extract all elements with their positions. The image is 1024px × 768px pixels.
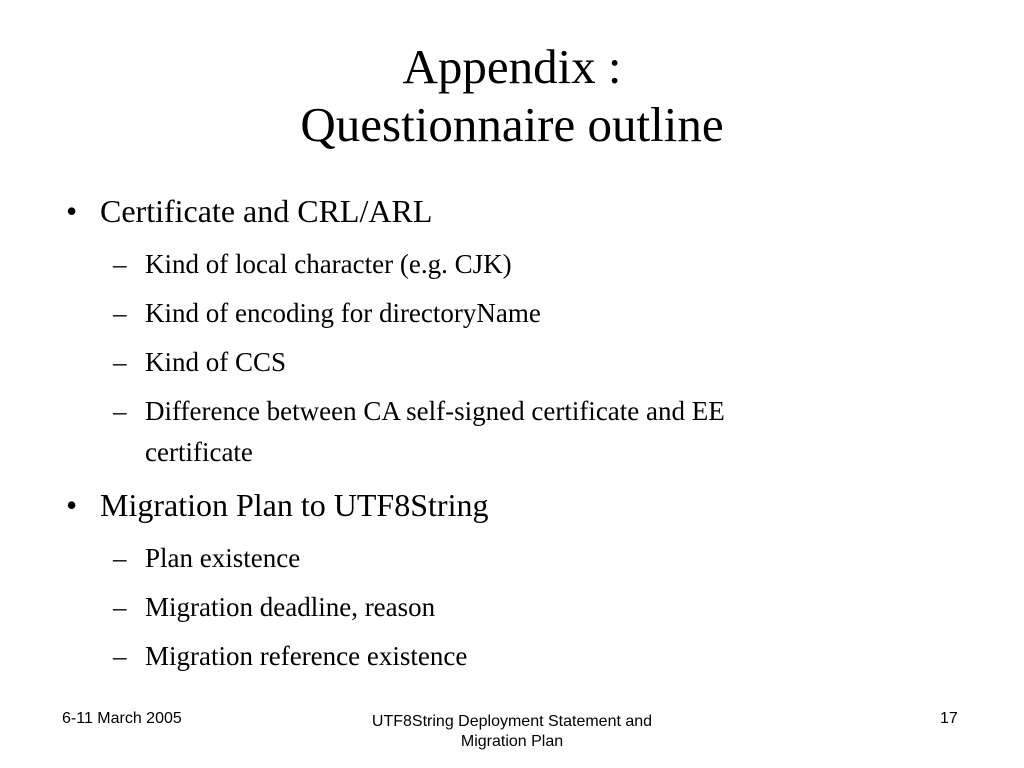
dash-marker: – — [113, 641, 127, 671]
bullet-certificate-crl-arl — [66, 192, 433, 230]
bullet-marker: • — [66, 193, 78, 229]
sub-bullet-text: Kind of CCS — [145, 347, 287, 377]
sub-bullet-plan-existence — [113, 538, 301, 578]
footer-title-line-1: UTF8String Deployment Statement and — [371, 713, 653, 730]
sub-bullet-encoding-directoryname — [113, 293, 541, 333]
page-number: 17 — [940, 710, 958, 727]
sub-bullet-migration-reference — [113, 636, 468, 676]
dash-marker: – — [113, 347, 127, 377]
bullet-migration-plan — [66, 486, 489, 524]
dash-marker: – — [113, 298, 127, 328]
sub-bullet-text: Kind of local character (e.g. CJK) — [145, 249, 512, 279]
sub-bullet-text: Difference between CA self-signed certificate and EE — [145, 396, 725, 426]
sub-bullet-local-character — [113, 244, 512, 284]
sub-bullet-migration-deadline — [113, 587, 436, 627]
footer-title-line-2: Migration Plan — [460, 733, 564, 750]
footer-presentation-title — [312, 712, 712, 752]
sub-bullet-kind-of-ccs — [113, 342, 287, 382]
title-line-1: Appendix : — [402, 39, 622, 94]
dash-marker: – — [113, 592, 127, 622]
title-line-2: Questionnaire outline — [300, 97, 724, 152]
sub-bullet-text: certificate — [145, 437, 253, 467]
bullet-text: Migration Plan to UTF8String — [100, 487, 489, 523]
footer-date: 6-11 March 2005 — [62, 710, 182, 727]
bullet-text: Certificate and CRL/ARL — [100, 193, 433, 229]
sub-bullet-continuation — [145, 432, 253, 472]
sub-bullet-text: Plan existence — [145, 543, 301, 573]
sub-bullet-text: Migration reference existence — [145, 641, 468, 671]
sub-bullet-text: Kind of encoding for directoryName — [145, 298, 541, 328]
dash-marker: – — [113, 543, 127, 573]
dash-marker: – — [113, 249, 127, 279]
sub-bullet-text: Migration deadline, reason — [145, 592, 436, 622]
sub-bullet-ca-vs-ee-certificate — [113, 391, 725, 431]
bullet-marker: • — [66, 487, 78, 523]
dash-marker: – — [113, 396, 127, 426]
